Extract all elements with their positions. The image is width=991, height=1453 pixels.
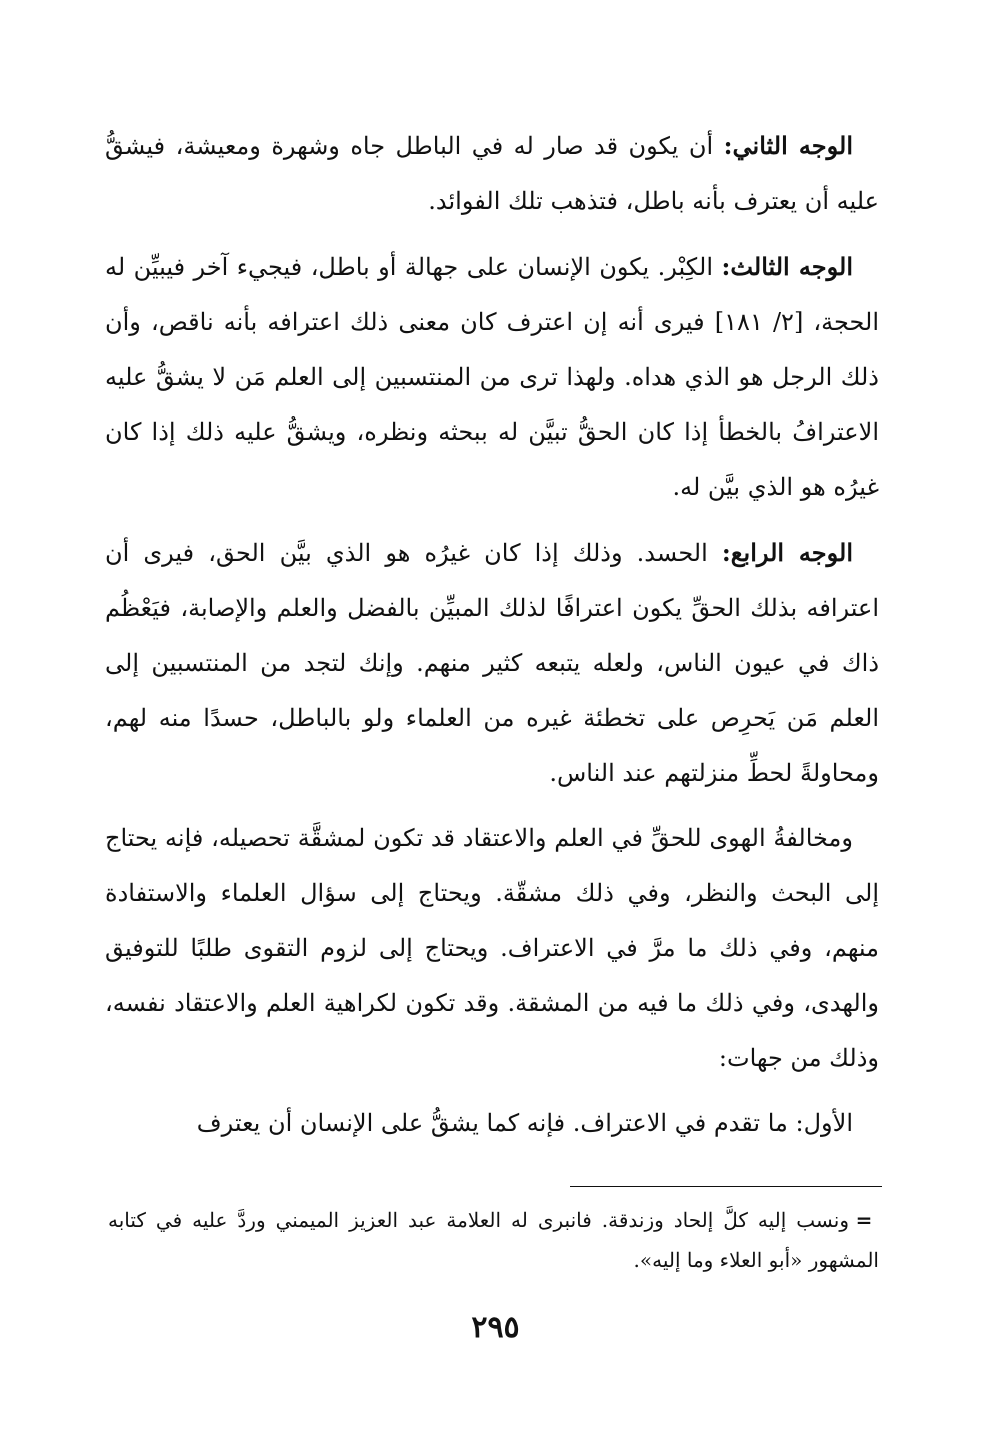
paragraph-first-reason [105, 1096, 879, 1151]
paragraph-heading: الوجه الثالث: [721, 252, 853, 281]
paragraph-text: أن يكون قد صار له في الباطل جاه وشهرة ومعيشة، فيشقُّ عليه أن يعترف بأنه باطل، فتذهب تلك الفوائد. [105, 132, 879, 215]
paragraph-text: الحسد. وذلك إذا كان غيرُه هو الذي بيَّن الحق، فيرى أن اعترافه بذلك الحقِّ يكون اعترافًا لذلك المبيِّن بالفضل والعلم والإصابة، فيَعْظُم ذاك في عيون الناس، ولعله يتبعه كثير منهم. وإنك لتجد من المنتسبين إلى العلم مَن يَحرِص على تخطئة غيره من العلماء ولو بالباطل، حسدًا منه لهم، ومحاولةً لحطِّ منزلتهم عند الناس. [105, 539, 879, 787]
paragraph-second-aspect [105, 118, 879, 229]
page-number: ٢٩٥ [471, 1310, 520, 1345]
paragraph-heading: الوجه الرابع: [721, 538, 854, 567]
paragraph-third-aspect [105, 239, 879, 515]
paragraph-text: ومخالفةُ الهوى للحقِّ في العلم والاعتقاد قد تكون لمشقَّة تحصيله، فإنه يحتاج إلى البحث والنظر، وفي ذلك مشقّة. ويحتاج إلى سؤال العلماء والاستفادة منهم، وفي ذلك ما مرَّ في الاعتراف. ويحتاج إلى لزوم التقوى طلبًا للتوفيق والهدى، وفي ذلك ما فيه من المشقة. وقد تكون لكراهية العلم والاعتقاد نفسه، وذلك من جهات: [105, 824, 879, 1072]
main-text [105, 118, 879, 1161]
footnote [108, 1200, 879, 1280]
footnote-divider [570, 1186, 882, 1187]
paragraph-text: الأول: ما تقدم في الاعتراف. فإنه كما يشقُّ على الإنسان أن يعترف [196, 1109, 853, 1137]
paragraph-fourth-aspect [105, 525, 879, 801]
paragraph-heading: الوجه الثاني: [723, 131, 854, 160]
footnote-text: ونسب إليه كلَّ إلحاد وزندقة. فانبرى له العلامة عبد العزيز الميمني وردَّ عليه في كتابه المشهور «أبو العلاء وما إليه». [108, 1208, 879, 1272]
paragraph-opposing-desire [105, 811, 879, 1086]
paragraph-text: الكِبْر. يكون الإنسان على جهالة أو باطل، فيجيء آخر فيبيِّن له الحجة، [٢/ ١٨١] فيرى أنه إن اعترف كان معنى ذلك اعترافه بأنه ناقص، وأن ذلك الرجل هو الذي هداه. ولهذا ترى من المنتسبين إلى العلم مَن لا يشقُّ عليه الاعترافُ بالخطأ إذا كان الحقُّ تبيَّن له ببحثه ونظره، ويشقُّ عليه ذلك إذا كان غيرُه هو الذي بيَّن له. [105, 253, 880, 501]
footnote-continuation-marker: = [855, 1208, 873, 1232]
